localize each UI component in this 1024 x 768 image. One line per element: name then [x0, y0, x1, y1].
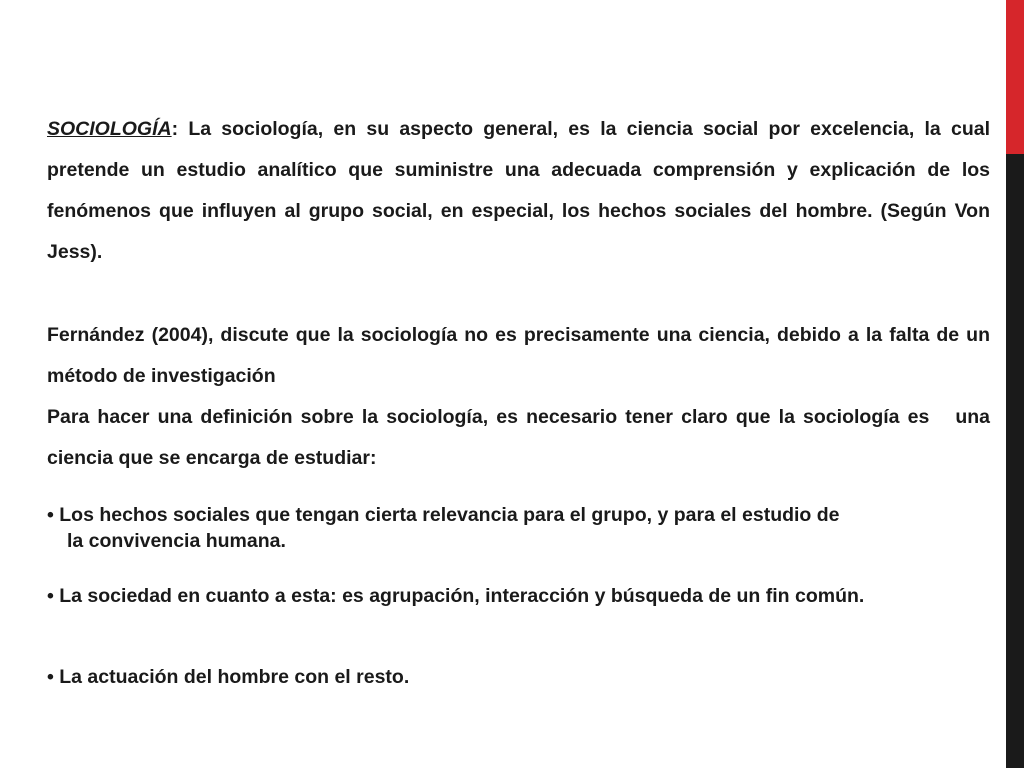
definition-text: : La sociología, en su aspecto general, es la ciencia social por excelencia, la cual pretende un estudio analítico que suministre una adecuada comprensión y explicación de los fenómenos que influyen al grupo social, en especial, los hechos sociales del hombre. (Según Von Jess).: [47, 118, 990, 263]
bullet-item: [47, 502, 990, 554]
accent-bar-dark: [1006, 154, 1024, 768]
bullet-text: • Los hechos sociales que tengan cierta relevancia para el grupo, y para el estudio de: [47, 504, 840, 526]
fernandez-paragraph: Fernández (2004), discute que la sociología no es precisamente una ciencia, debido a la falta de un método de investigación: [47, 324, 990, 387]
definition-intro-paragraph: [47, 397, 990, 479]
definition-intro-continuation: una ciencia que se encarga de estudiar:: [47, 406, 990, 469]
bullet-item: • La sociedad en cuanto a esta: es agrupación, interacción y búsqueda de un fin común.: [47, 585, 865, 607]
sociologia-term: SOCIOLOGÍA: [47, 118, 172, 140]
accent-bar-red: [1006, 0, 1024, 154]
definition-intro-text: Para hacer una definición sobre la sociología, es necesario tener claro que la sociología es: [47, 406, 930, 428]
bullet-item: • La actuación del hombre con el resto.: [47, 666, 410, 688]
bullet-text-continuation: la convivencia humana.: [67, 530, 286, 552]
definition-paragraph: [47, 109, 990, 273]
